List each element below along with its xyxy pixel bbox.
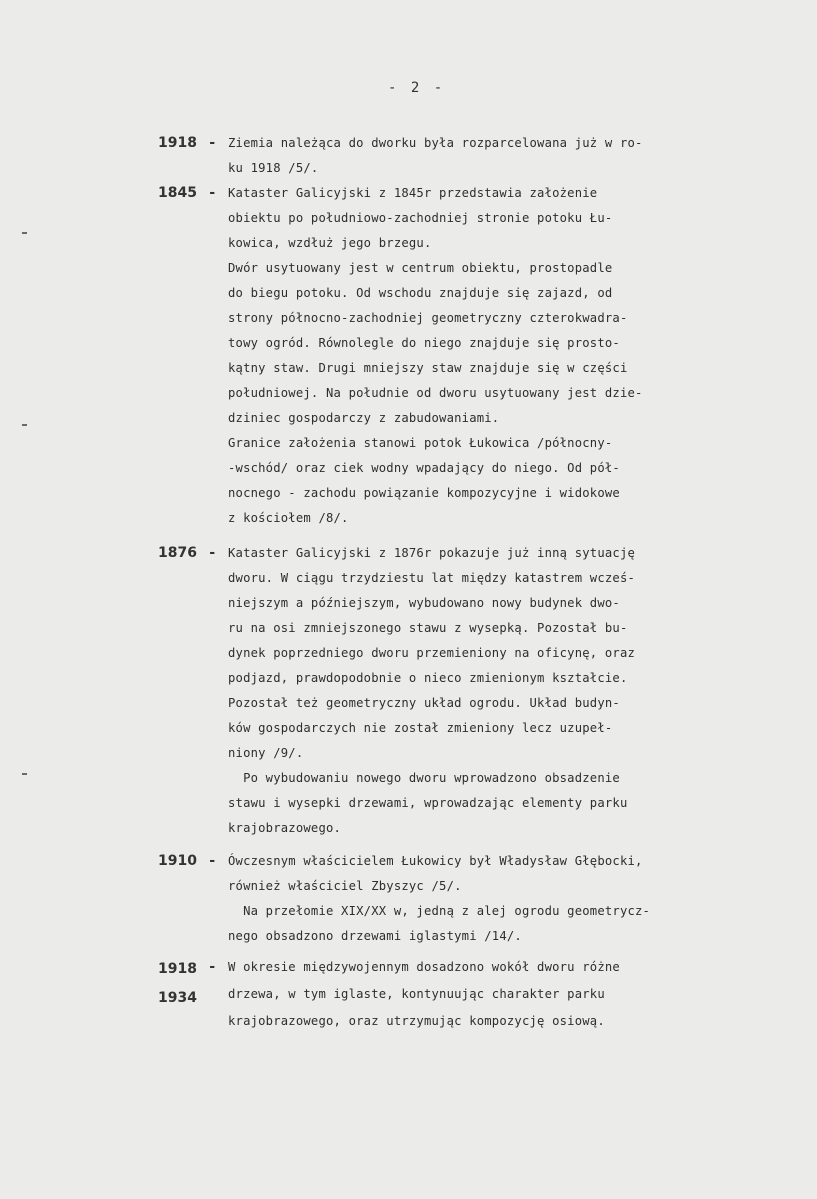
text-line: krajobrazowego, oraz utrzymując kompozycję osiową. bbox=[228, 1014, 605, 1028]
entry-dash: - bbox=[208, 959, 217, 975]
text-line: stawu i wysepki drzewami, wprowadzając elementy parku bbox=[228, 796, 628, 810]
text-line: strony północno-zachodniej geometryczny czterokwadra- bbox=[228, 311, 628, 325]
text-line: niony /9/. bbox=[228, 746, 304, 760]
text-line: dynek poprzedniego dworu przemieniony na oficynę, oraz bbox=[228, 646, 636, 660]
entry-year: 1876 bbox=[158, 545, 197, 561]
text-line: nocnego - zachodu powiązanie kompozycyjne i widokowe bbox=[228, 486, 620, 500]
text-line: -wschód/ oraz ciek wodny wpadający do niego. Od pół- bbox=[228, 461, 620, 475]
text-line: Ziemia należąca do dworku była rozparcelowana już w ro- bbox=[228, 136, 643, 150]
text-line: drzewa, w tym iglaste, kontynuując charakter parku bbox=[228, 987, 605, 1001]
text-line: dworu. W ciągu trzydziestu lat między katastrem wcześ- bbox=[228, 571, 636, 585]
entry-dash: - bbox=[208, 545, 217, 561]
text-line: do biegu potoku. Od wschodu znajduje się zajazd, od bbox=[228, 286, 613, 300]
text-line: towy ogród. Równolegle do niego znajduje się prosto- bbox=[228, 336, 620, 350]
text-line: Pozostał też geometryczny układ ogrodu. Układ budyn- bbox=[228, 696, 620, 710]
entry-year: 1918 1934 bbox=[158, 961, 197, 1006]
entry-year: 1918 bbox=[158, 135, 197, 151]
text-line: W okresie międzywojennym dosadzono wokół dworu różne bbox=[228, 960, 620, 974]
text-line: podjazd, prawdopodobnie o nieco zmienionym kształcie. bbox=[228, 671, 628, 685]
text-line: kątny staw. Drugi mniejszy staw znajduje się w części bbox=[228, 361, 628, 375]
text-line: obiektu po południowo-zachodniej stronie potoku Łu- bbox=[228, 211, 613, 225]
text-line: kowica, wzdłuż jego brzegu. bbox=[228, 236, 432, 250]
text-line: Kataster Galicyjski z 1845r przedstawia założenie bbox=[228, 186, 598, 200]
entry-dash: - bbox=[208, 135, 217, 151]
text-line: nego obsadzono drzewami iglastymi /14/. bbox=[228, 929, 522, 943]
page-number: - 2 - bbox=[388, 80, 446, 96]
entry-dash: - bbox=[208, 853, 217, 869]
text-line: Na przełomie XIX/XX w, jedną z alej ogrodu geometrycz- bbox=[228, 904, 651, 918]
margin-mark bbox=[22, 773, 27, 775]
text-line: Dwór usytuowany jest w centrum obiektu, prostopadle bbox=[228, 261, 613, 275]
entry-dash: - bbox=[208, 185, 217, 201]
margin-mark bbox=[22, 232, 27, 234]
text-line: Po wybudowaniu nowego dworu wprowadzono obsadzenie bbox=[228, 771, 620, 785]
text-line: ków gospodarczych nie został zmieniony lecz uzupeł- bbox=[228, 721, 613, 735]
text-line: krajobrazowego. bbox=[228, 821, 342, 835]
text-line: Kataster Galicyjski z 1876r pokazuje już inną sytuację bbox=[228, 546, 636, 560]
text-line: również właściciel Zbyszyc /5/. bbox=[228, 879, 462, 893]
text-line: Granice założenia stanowi potok Łukowica /północny- bbox=[228, 436, 613, 450]
text-line: ru na osi zmniejszonego stawu z wysepką. Pozostał bu- bbox=[228, 621, 628, 635]
entry-year: 1910 bbox=[158, 853, 197, 869]
entry-year: 1845 bbox=[158, 185, 197, 201]
text-line: z kościołem /8/. bbox=[228, 511, 349, 525]
text-line: południowej. Na południe od dworu usytuowany jest dzie- bbox=[228, 386, 643, 400]
text-line: niejszym a późniejszym, wybudowano nowy budynek dwo- bbox=[228, 596, 620, 610]
text-line: Ówczesnym właścicielem Łukowicy był Władysław Głębocki, bbox=[228, 854, 643, 868]
text-line: ku 1918 /5/. bbox=[228, 161, 319, 175]
text-line: dziniec gospodarczy z zabudowaniami. bbox=[228, 411, 500, 425]
margin-mark bbox=[22, 424, 27, 426]
